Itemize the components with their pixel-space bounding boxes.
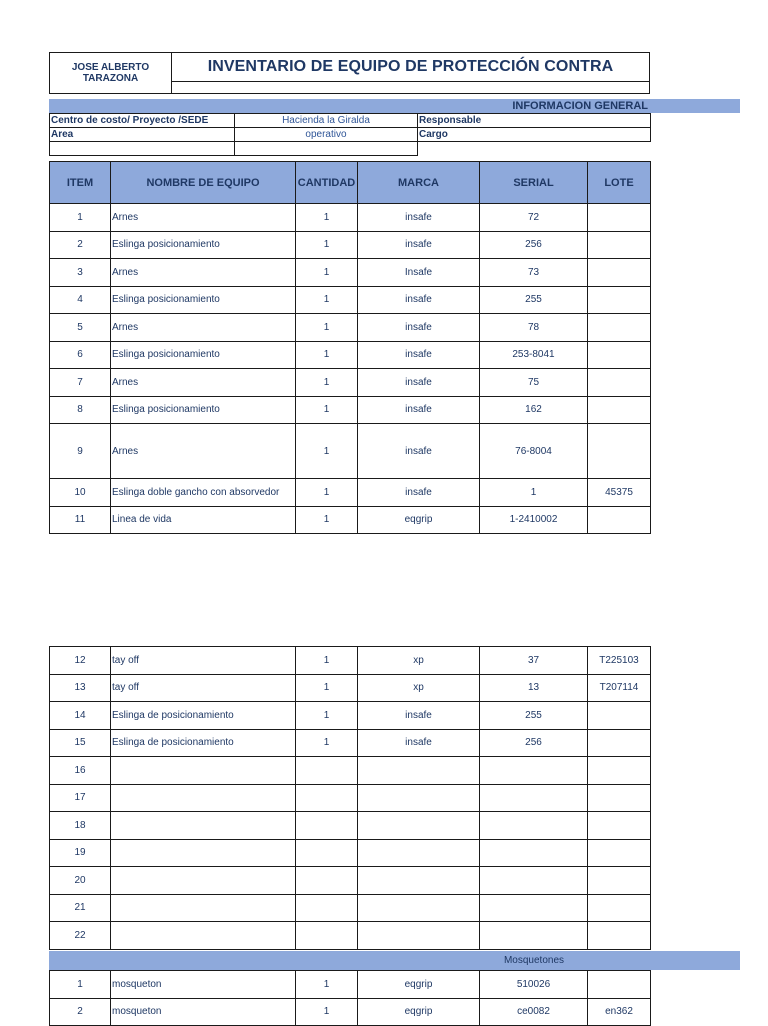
equipment-name-cell — [111, 812, 296, 840]
item-number-cell: 20 — [50, 867, 111, 895]
brand-cell: xp — [358, 647, 480, 675]
brand-cell — [358, 867, 480, 895]
equipment-name-cell: Eslinga posicionamiento — [111, 396, 296, 424]
item-number-cell: 7 — [50, 369, 111, 397]
table-row — [50, 286, 651, 314]
lot-cell — [588, 702, 651, 730]
quantity-cell: 1 — [296, 314, 358, 342]
equipment-name-cell — [111, 757, 296, 785]
item-number-cell: 18 — [50, 812, 111, 840]
equipment-name-cell — [111, 922, 296, 950]
quantity-cell — [296, 894, 358, 922]
lot-cell — [588, 506, 651, 534]
serial-cell: 1 — [480, 479, 588, 507]
table-row — [50, 729, 651, 757]
lot-cell: T225103 — [588, 647, 651, 675]
table-row — [50, 314, 651, 342]
lot-cell — [588, 894, 651, 922]
brand-cell — [358, 784, 480, 812]
serial-cell — [480, 784, 588, 812]
quantity-cell — [296, 784, 358, 812]
serial-cell: 253-8041 — [480, 341, 588, 369]
brand-cell: insafe — [358, 396, 480, 424]
equipment-name-cell: Eslinga doble gancho con absorvedor — [111, 479, 296, 507]
equipment-name-cell: Arnes — [111, 204, 296, 232]
quantity-cell: 1 — [296, 341, 358, 369]
serial-cell: 13 — [480, 674, 588, 702]
owner-name-line1: JOSE ALBERTO — [71, 62, 150, 73]
lot-cell — [588, 424, 651, 479]
quantity-cell: 1 — [296, 506, 358, 534]
equipment-name-cell — [111, 839, 296, 867]
table-row — [50, 757, 651, 785]
responsible-label: Responsable — [418, 114, 651, 128]
col-header-item: ITEM — [50, 162, 111, 204]
lot-cell — [588, 259, 651, 287]
equipment-name-cell: Eslinga posicionamiento — [111, 341, 296, 369]
table-row — [50, 396, 651, 424]
lot-cell — [588, 922, 651, 950]
serial-cell — [480, 839, 588, 867]
serial-cell: ce0082 — [480, 998, 588, 1026]
brand-cell: insafe — [358, 702, 480, 730]
equipment-name-cell: Arnes — [111, 314, 296, 342]
serial-cell — [480, 894, 588, 922]
inventory-table-continued — [49, 646, 651, 950]
lot-cell — [588, 757, 651, 785]
owner-name-line2: TARAZONA — [82, 73, 139, 84]
equipment-name-cell: mosqueton — [111, 998, 296, 1026]
brand-cell: insafe — [358, 314, 480, 342]
serial-cell — [480, 757, 588, 785]
brand-cell: Insafe — [358, 259, 480, 287]
col-header-name: NOMBRE DE EQUIPO — [111, 162, 296, 204]
info-empty-cell — [50, 142, 235, 156]
table-row — [50, 259, 651, 287]
equipment-name-cell: Arnes — [111, 424, 296, 479]
quantity-cell — [296, 757, 358, 785]
serial-cell: 256 — [480, 729, 588, 757]
lot-cell — [588, 369, 651, 397]
item-number-cell: 4 — [50, 286, 111, 314]
brand-cell — [358, 757, 480, 785]
table-row — [50, 702, 651, 730]
brand-cell — [358, 839, 480, 867]
quantity-cell: 1 — [296, 674, 358, 702]
equipment-name-cell — [111, 894, 296, 922]
quantity-cell: 1 — [296, 204, 358, 232]
item-number-cell: 5 — [50, 314, 111, 342]
item-number-cell: 6 — [50, 341, 111, 369]
serial-cell — [480, 867, 588, 895]
serial-cell: 255 — [480, 286, 588, 314]
item-number-cell: 14 — [50, 702, 111, 730]
item-number-cell: 1 — [50, 204, 111, 232]
table-row — [50, 674, 651, 702]
brand-cell: insafe — [358, 369, 480, 397]
table-row — [50, 971, 651, 999]
item-number-cell: 17 — [50, 784, 111, 812]
item-number-cell: 22 — [50, 922, 111, 950]
table-row — [50, 922, 651, 950]
serial-cell: 1-2410002 — [480, 506, 588, 534]
equipment-name-cell: tay off — [111, 647, 296, 675]
equipment-name-cell: tay off — [111, 674, 296, 702]
lot-cell — [588, 784, 651, 812]
serial-cell: 162 — [480, 396, 588, 424]
table-row — [50, 369, 651, 397]
table-row — [50, 867, 651, 895]
equipment-name-cell — [111, 784, 296, 812]
lot-cell — [588, 286, 651, 314]
cost-center-label: Centro de costo/ Proyecto /SEDE — [50, 114, 235, 128]
lot-cell — [588, 341, 651, 369]
item-number-cell: 19 — [50, 839, 111, 867]
equipment-name-cell: Eslinga posicionamiento — [111, 231, 296, 259]
lot-cell — [588, 812, 651, 840]
owner-name — [50, 53, 172, 94]
lot-cell — [588, 729, 651, 757]
quantity-cell: 1 — [296, 259, 358, 287]
table-row — [50, 424, 651, 479]
item-number-cell: 3 — [50, 259, 111, 287]
brand-cell: insafe — [358, 204, 480, 232]
table-row — [50, 647, 651, 675]
inventory-table — [49, 161, 651, 534]
brand-cell: insafe — [358, 286, 480, 314]
brand-cell: insafe — [358, 729, 480, 757]
equipment-name-cell: Eslinga de posicionamiento — [111, 702, 296, 730]
quantity-cell: 1 — [296, 702, 358, 730]
table-row — [50, 506, 651, 534]
lot-cell — [588, 839, 651, 867]
document-title: INVENTARIO DE EQUIPO DE PROTECCIÓN CONTRA — [172, 53, 650, 82]
item-number-cell: 8 — [50, 396, 111, 424]
equipment-name-cell: mosqueton — [111, 971, 296, 999]
brand-cell: eqgrip — [358, 998, 480, 1026]
lot-cell — [588, 867, 651, 895]
brand-cell: insafe — [358, 341, 480, 369]
lot-cell: en362 — [588, 998, 651, 1026]
item-number-cell: 15 — [50, 729, 111, 757]
brand-cell: insafe — [358, 231, 480, 259]
brand-cell: xp — [358, 674, 480, 702]
mosquetones-table — [49, 970, 651, 1026]
brand-cell — [358, 894, 480, 922]
item-number-cell: 12 — [50, 647, 111, 675]
quantity-cell: 1 — [296, 369, 358, 397]
table-row — [50, 839, 651, 867]
quantity-cell: 1 — [296, 971, 358, 999]
quantity-cell: 1 — [296, 231, 358, 259]
brand-cell: insafe — [358, 424, 480, 479]
lot-cell: T207114 — [588, 674, 651, 702]
lot-cell: 45375 — [588, 479, 651, 507]
item-number-cell: 11 — [50, 506, 111, 534]
col-header-serial: SERIAL — [480, 162, 588, 204]
item-number-cell: 13 — [50, 674, 111, 702]
item-number-cell: 21 — [50, 894, 111, 922]
quantity-cell — [296, 867, 358, 895]
title-subrow — [172, 81, 650, 93]
equipment-name-cell — [111, 867, 296, 895]
quantity-cell: 1 — [296, 396, 358, 424]
table-row — [50, 204, 651, 232]
equipment-name-cell: Eslinga de posicionamiento — [111, 729, 296, 757]
quantity-cell — [296, 812, 358, 840]
serial-cell: 256 — [480, 231, 588, 259]
item-number-cell: 9 — [50, 424, 111, 479]
brand-cell: insafe — [358, 479, 480, 507]
table-row — [50, 231, 651, 259]
quantity-cell: 1 — [296, 998, 358, 1026]
table-row — [50, 479, 651, 507]
serial-cell — [480, 812, 588, 840]
quantity-cell — [296, 922, 358, 950]
table-row — [50, 894, 651, 922]
equipment-name-cell: Eslinga posicionamiento — [111, 286, 296, 314]
col-header-qty: CANTIDAD — [296, 162, 358, 204]
lot-cell — [588, 314, 651, 342]
quantity-cell — [296, 839, 358, 867]
serial-cell: 78 — [480, 314, 588, 342]
table-row — [50, 998, 651, 1026]
cost-center-value: Hacienda la Giralda — [235, 114, 418, 128]
quantity-cell: 1 — [296, 647, 358, 675]
area-value: operativo — [235, 128, 418, 142]
quantity-cell: 1 — [296, 286, 358, 314]
serial-cell — [480, 922, 588, 950]
serial-cell: 73 — [480, 259, 588, 287]
item-number-cell: 1 — [50, 971, 111, 999]
item-number-cell: 2 — [50, 231, 111, 259]
general-info-table — [49, 113, 651, 156]
serial-cell: 72 — [480, 204, 588, 232]
equipment-name-cell: Arnes — [111, 259, 296, 287]
area-label: Area — [50, 128, 235, 142]
quantity-cell: 1 — [296, 729, 358, 757]
table-row — [50, 341, 651, 369]
lot-cell — [588, 231, 651, 259]
info-band-title: INFORMACION GENERAL — [512, 100, 648, 112]
quantity-cell: 1 — [296, 479, 358, 507]
brand-cell: eqgrip — [358, 506, 480, 534]
serial-cell: 255 — [480, 702, 588, 730]
serial-cell: 37 — [480, 647, 588, 675]
cargo-label: Cargo — [418, 128, 651, 142]
info-empty-cell — [235, 142, 418, 156]
lot-cell — [588, 971, 651, 999]
brand-cell — [358, 922, 480, 950]
equipment-name-cell: Arnes — [111, 369, 296, 397]
lot-cell — [588, 396, 651, 424]
col-header-lot: LOTE — [588, 162, 651, 204]
serial-cell: 76-8004 — [480, 424, 588, 479]
mosquetones-band — [49, 951, 740, 970]
brand-cell — [358, 812, 480, 840]
table-row — [50, 784, 651, 812]
serial-cell: 75 — [480, 369, 588, 397]
quantity-cell: 1 — [296, 424, 358, 479]
table-row — [50, 812, 651, 840]
item-number-cell: 16 — [50, 757, 111, 785]
item-number-cell: 2 — [50, 998, 111, 1026]
equipment-name-cell: Linea de vida — [111, 506, 296, 534]
lot-cell — [588, 204, 651, 232]
col-header-brand: MARCA — [358, 162, 480, 204]
serial-cell: 510026 — [480, 971, 588, 999]
item-number-cell: 10 — [50, 479, 111, 507]
header-block — [49, 52, 650, 94]
mosquetones-label: Mosquetones — [503, 955, 565, 966]
brand-cell: eqgrip — [358, 971, 480, 999]
